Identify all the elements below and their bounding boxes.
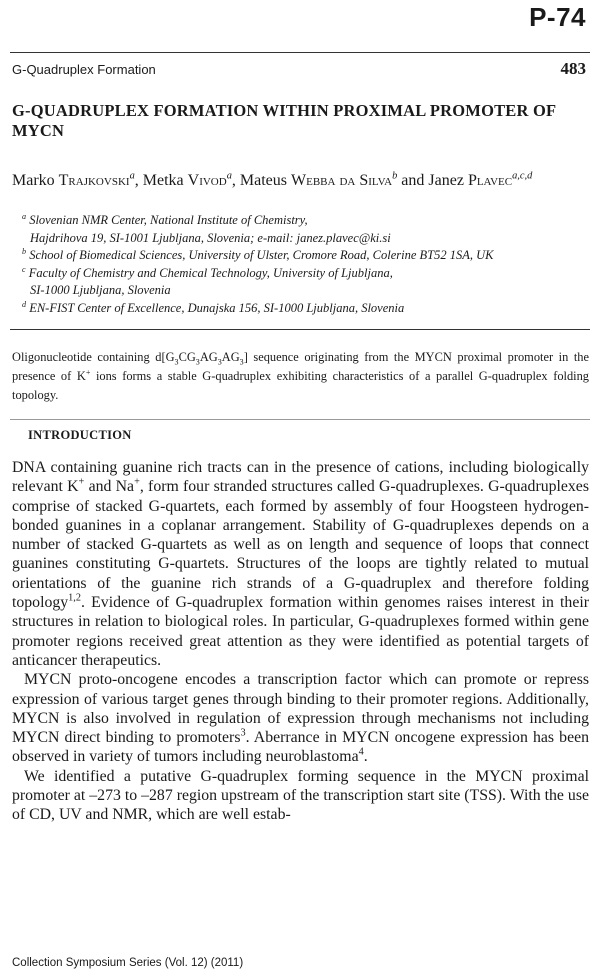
- paragraph-1: DNA containing guanine rich tracts can in the presence of cations, including biologically relevant K+ and Na+, form four stranded structures called G-quadruplexes. G-quadruplexes comprise of stacked G-quartets, each formed by assembly of four Hoogsteen hydrogen-bonded guanines in a coplanar arrangement. Stability of G-quadruplexes depends on a number of stacked G-quartets as well as on length and sequence of loops that connect guanines constituting G-quartets. Structures of the loops are tightly related to mutual orientations of the guanine rich strands of a G-quadruplex and therefore folding topology$^{1,2}$. Evidence of G-quadruplex formation within genomes raises interest in their structures in relation to biological roles. In particular, G-quadruplexes formed within gene promoter regions received great attention as they were identified as potential targets of anticancer therapeutics.: [12, 459, 589, 669]
- introduction-body: [12, 458, 589, 825]
- citation-ref: 3: [240, 727, 246, 739]
- citation-ref: 4: [358, 747, 364, 759]
- affiliation-line: $^b$ School of Biomedical Sciences, University of Ulster, Cromore Road, Colerine BT52 1SA, UK: [22, 246, 494, 262]
- author: Marko Trajkovski$^a$: [12, 170, 135, 189]
- footer-series: Collection Symposium Series (Vol. 12) (2011): [12, 957, 244, 969]
- section-heading: INTRODUCTION: [28, 428, 132, 442]
- affiliation-line: Hajdrihova 19, SI-1001 Ljubljana, Slovenia; e-mail: janez.plavec@ki.si: [30, 230, 391, 245]
- citation-ref: 1,2: [68, 592, 82, 604]
- affiliation-line: SI-1000 Ljubljana, Slovenia: [30, 283, 171, 297]
- section-rule: [10, 419, 590, 420]
- running-head: G-Quadruplex Formation: [12, 62, 156, 77]
- abstract-rule: [10, 329, 590, 330]
- header-rule: [10, 52, 590, 53]
- affiliation-line: $^d$ EN-FIST Center of Excellence, Dunajska 156, SI-1000 Ljubljana, Slovenia: [22, 299, 405, 315]
- paragraph-2: MYCN proto-oncogene encodes a transcription factor which can promote or repress expression of various target genes through binding to their promoter regions. Additionally, MYCN is also involved in regulation of expression through mechanisms not including MYCN direct binding to promoters$^3$. Aberrance in MYCN oncogene expression has been observed in variety of tumors including neuroblastoma$^4$.: [12, 671, 589, 766]
- affiliations: [22, 212, 592, 317]
- poster-number: P-74: [529, 2, 586, 32]
- author: Metka Vivod$^a$: [142, 170, 232, 189]
- author: Janez Plavec$^{a,c,d}$: [428, 170, 533, 189]
- article-title: G-QUADRUPLEX FORMATION WITHIN PROXIMAL PROMOTER OF MYCN: [12, 101, 556, 140]
- page-number: 483: [560, 59, 586, 78]
- affiliation-line: $^c$ Faculty of Chemistry and Chemical Technology, University of Ljubljana,: [22, 264, 393, 280]
- abstract: Oligonucleotide containing $d[G_3CG_3AG_3AG_3]$ sequence originating from the MYCN proximal promoter in the presence of K+ ions forms a stable G-quadruplex exhibiting characteristics of a parallel G-quadruplex folding topology.: [12, 350, 589, 402]
- author: Mateus Webba da Silva$^b$: [239, 170, 398, 189]
- paragraph-3: We identified a putative G-quadruplex forming sequence in the MYCN proximal promoter at –273 to –287 region upstream of the transcription start site (TSS). With the use of CD, UV and NMR, which are well estab-: [12, 767, 589, 824]
- author-list: Marko Trajkovski$^a$, Metka Vivod$^a$, Mateus Webba da Silva$^b$ and Janez Plavec$^{a,c,d}$: [12, 170, 533, 189]
- affiliation-line: $^a$ Slovenian NMR Center, National Institute of Chemistry,: [22, 211, 308, 227]
